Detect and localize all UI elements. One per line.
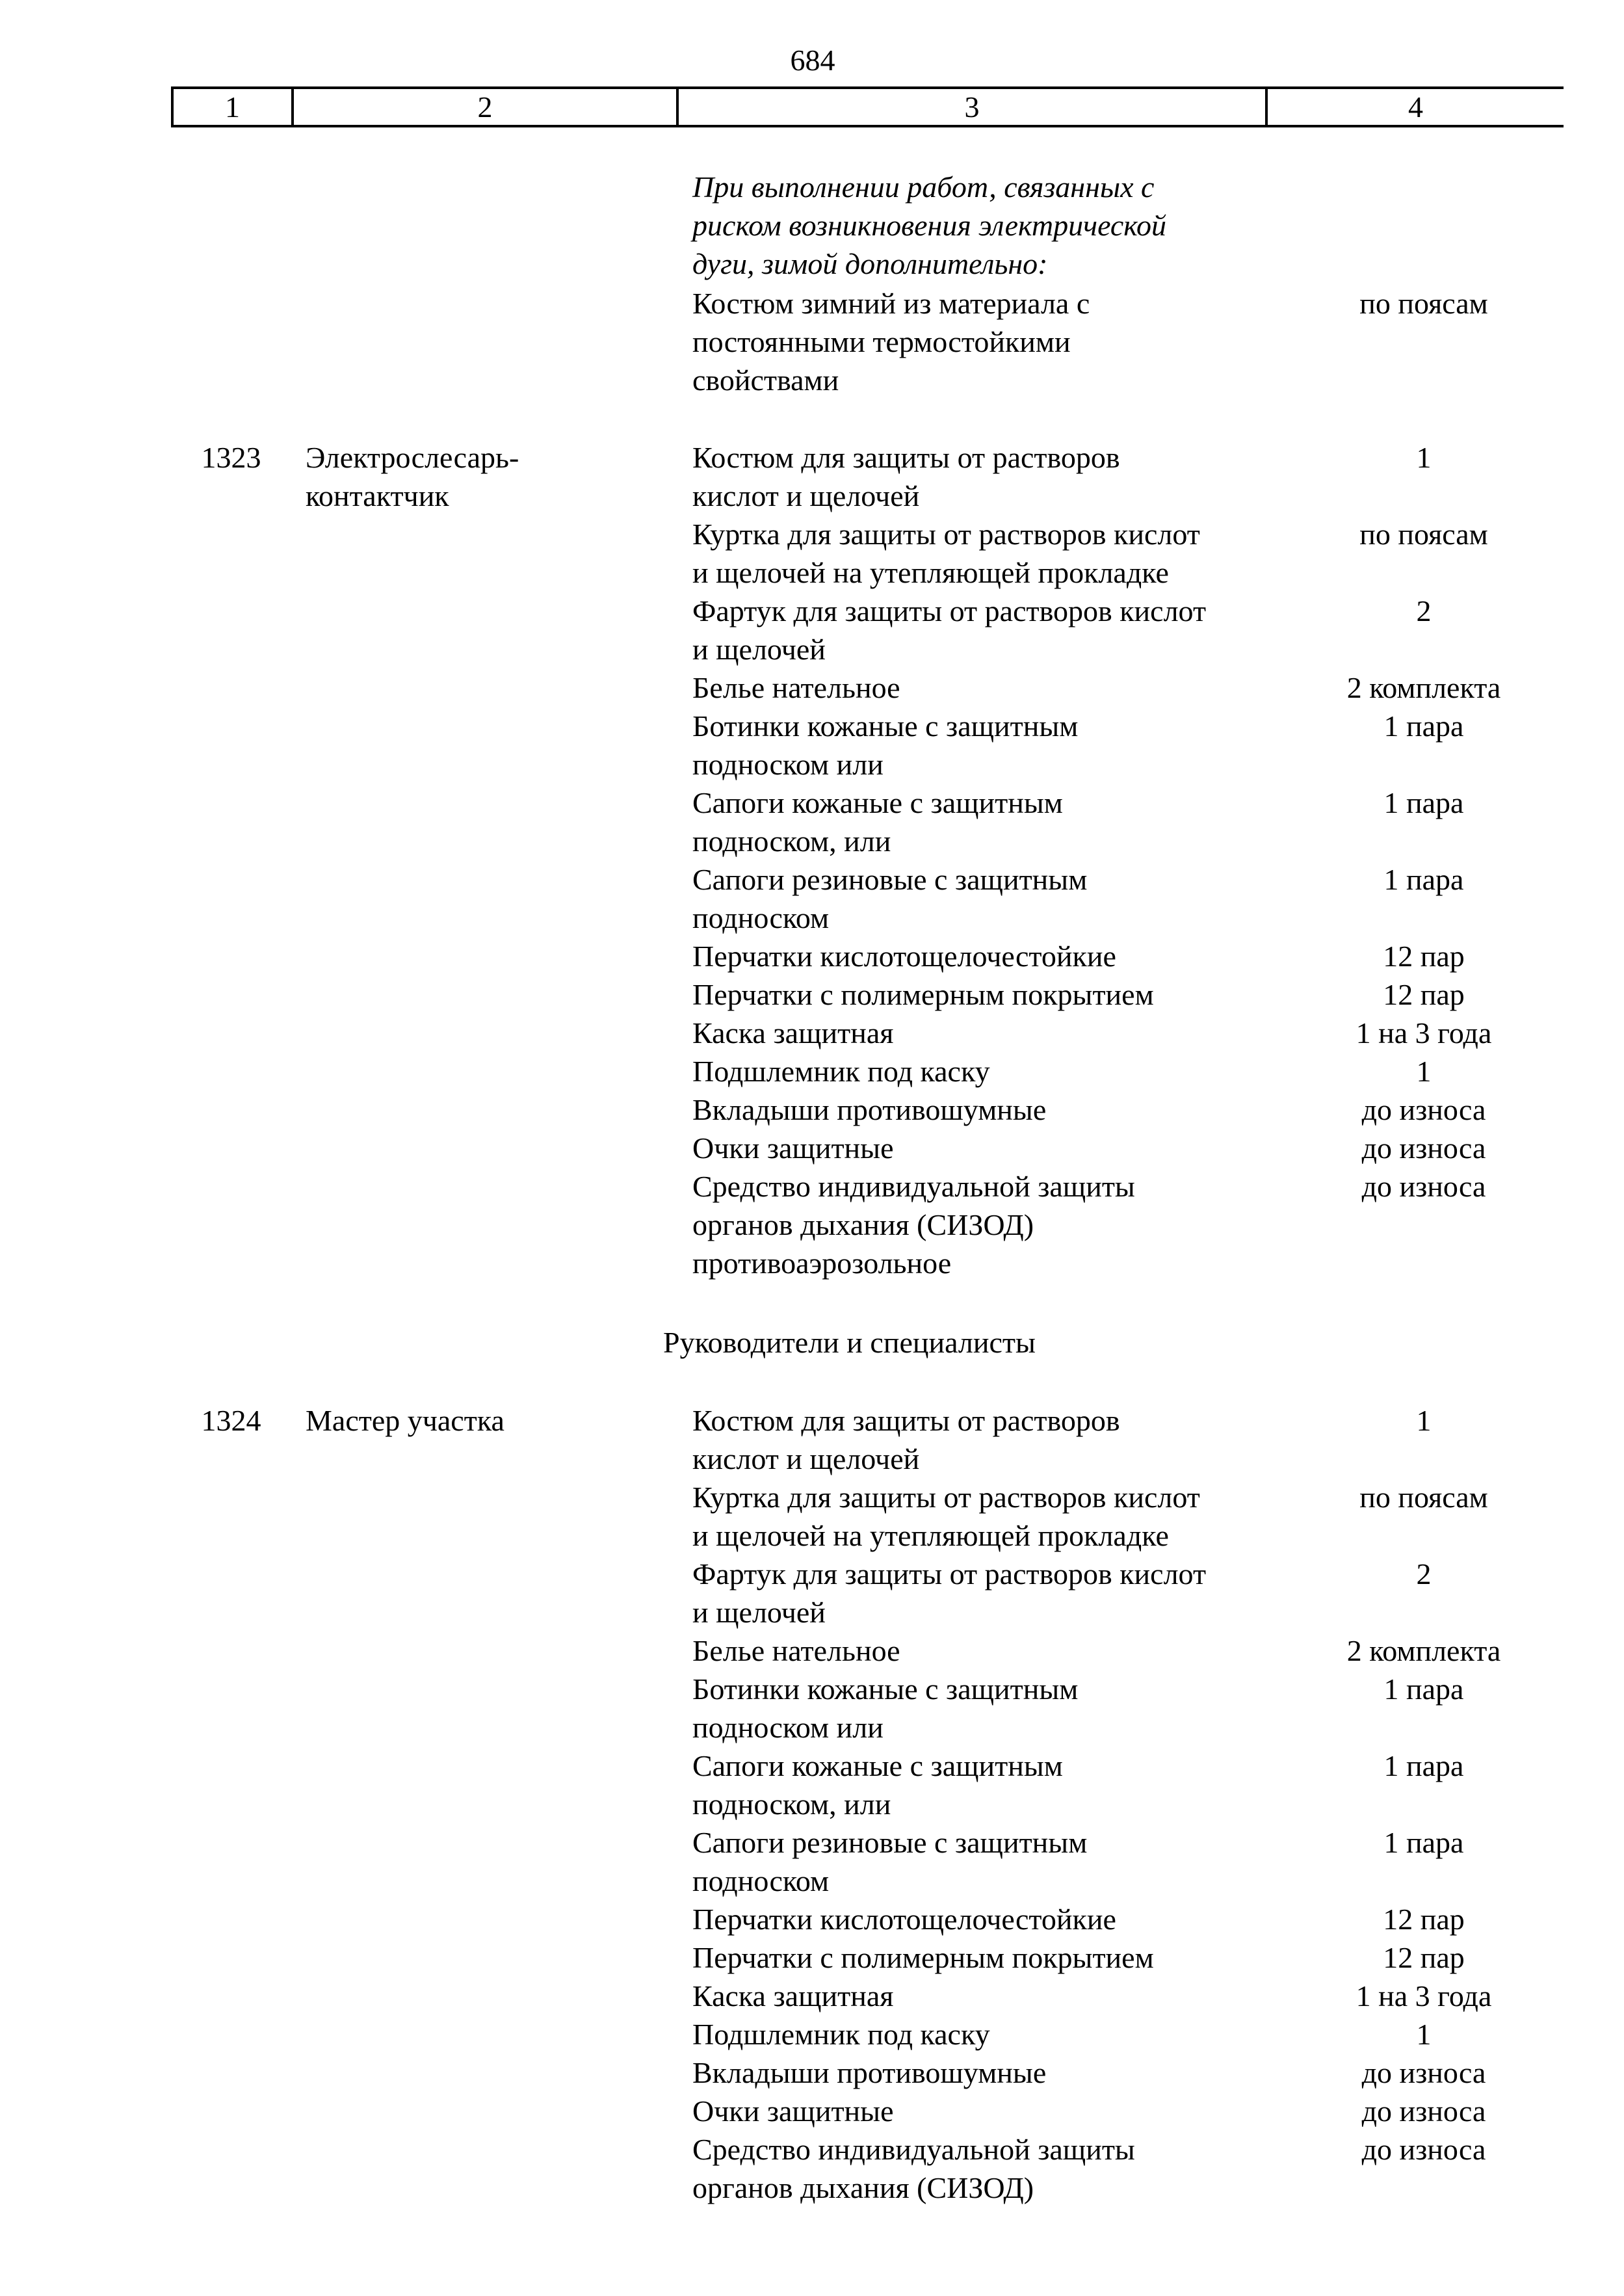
column-header-row: [171, 86, 1564, 127]
item-name: Очки защитные: [692, 1131, 894, 1165]
item-norm: 1 на 3 года: [1356, 1016, 1492, 1049]
item-norm: до износа: [1361, 1170, 1486, 1203]
item-name: Каска защитная: [692, 1979, 894, 2012]
item-norm: 2 комплекта: [1346, 1634, 1501, 1667]
item-norm: 2 комплекта: [1346, 671, 1501, 704]
item-norm: 1 пара: [1383, 1749, 1464, 1782]
item-name: Вкладыши противошумные: [692, 1093, 1047, 1126]
item-name: Средство индивидуальной защиты органов дыхания (СИЗОД) противоаэрозольное: [692, 1170, 1135, 1280]
item-name: Костюм для защиты от растворов кислот и щелочей: [692, 441, 1120, 512]
item-name: Вкладыши противошумные: [692, 2056, 1047, 2089]
item-norm: по поясам: [1359, 1481, 1488, 1514]
item-name: Куртка для защиты от растворов кислот и щелочей на утепляющей прокладке: [692, 518, 1200, 589]
item-norm: 1 на 3 года: [1356, 1979, 1492, 2012]
item-norm: 1 пара: [1383, 709, 1464, 743]
item-norm: 1 пара: [1383, 863, 1464, 896]
item-name: Куртка для защиты от растворов кислот и щелочей на утепляющей прокладке: [692, 1481, 1200, 1552]
item-name: Перчатки с полимерным покрытием: [692, 978, 1154, 1011]
column-header-3: 3: [679, 89, 1268, 125]
profession-name: Электрослесарь- контактчик: [306, 441, 519, 512]
item-norm: 2: [1416, 1557, 1432, 1590]
item-name: Фартук для защиты от растворов кислот и щелочей: [692, 594, 1207, 666]
item-norm: до износа: [1361, 2133, 1486, 2166]
item-name: Ботинки кожаные с защитным подноском или: [692, 1672, 1079, 1744]
item-norm: 1 пара: [1383, 1672, 1464, 1706]
item-norm: 12 пар: [1383, 1903, 1465, 1936]
item-norm: 1 пара: [1383, 1826, 1464, 1859]
item-norm: 12 пар: [1383, 940, 1465, 973]
entry-number: 1324: [201, 1404, 261, 1437]
item-norm: 1: [1416, 1055, 1432, 1088]
item-norm: до износа: [1361, 1131, 1486, 1165]
column-header-2: 2: [294, 89, 679, 125]
item-name: Подшлемник под каску: [692, 2018, 990, 2051]
item-norm: до износа: [1361, 1093, 1486, 1126]
item-name: Перчатки с полимерным покрытием: [692, 1941, 1154, 1974]
condition-note: При выполнении работ, связанных с риском возникновения электрической дуги, зимой дополнительно:: [692, 170, 1167, 280]
item-name: Средство индивидуальной защиты органов дыхания (СИЗОД): [692, 2133, 1135, 2204]
item-norm: до износа: [1361, 2094, 1486, 2128]
item-norm: по поясам: [1359, 287, 1488, 320]
item-name: Сапоги кожаные с защитным подноском, или: [692, 1749, 1063, 1821]
item-norm: 2: [1416, 594, 1432, 627]
section-heading: Руководители и специалисты: [663, 1326, 1036, 1359]
item-norm: 12 пар: [1383, 978, 1465, 1011]
item-norm: 1: [1416, 441, 1432, 474]
item-norm: 1: [1416, 1404, 1432, 1437]
item-name: Костюм зимний из материала с постоянными термостойкими свойствами: [692, 287, 1090, 397]
profession-name: Мастер участка: [306, 1404, 504, 1437]
item-norm: 1 пара: [1383, 786, 1464, 819]
item-norm: 1: [1416, 2018, 1432, 2051]
item-name: Очки защитные: [692, 2094, 894, 2128]
item-name: Костюм для защиты от растворов кислот и щелочей: [692, 1404, 1120, 1475]
item-name: Сапоги резиновые с защитным подноском: [692, 1826, 1088, 1897]
item-name: Фартук для защиты от растворов кислот и щелочей: [692, 1557, 1207, 1629]
item-name: Перчатки кислотощелочестойкие: [692, 1903, 1116, 1936]
item-name: Белье нательное: [692, 1634, 900, 1667]
item-name: Каска защитная: [692, 1016, 894, 1049]
page-number: 684: [790, 44, 835, 77]
item-norm: 12 пар: [1383, 1941, 1465, 1974]
item-name: Сапоги резиновые с защитным подноском: [692, 863, 1088, 934]
entry-number: 1323: [201, 441, 261, 474]
column-header-1: 1: [174, 89, 294, 125]
item-name: Сапоги кожаные с защитным подноском, или: [692, 786, 1063, 858]
item-name: Белье нательное: [692, 671, 900, 704]
item-name: Ботинки кожаные с защитным подноском или: [692, 709, 1079, 781]
column-header-4: 4: [1408, 90, 1423, 124]
item-norm: по поясам: [1359, 518, 1488, 551]
item-name: Подшлемник под каску: [692, 1055, 990, 1088]
item-norm: до износа: [1361, 2056, 1486, 2089]
item-name: Перчатки кислотощелочестойкие: [692, 940, 1116, 973]
